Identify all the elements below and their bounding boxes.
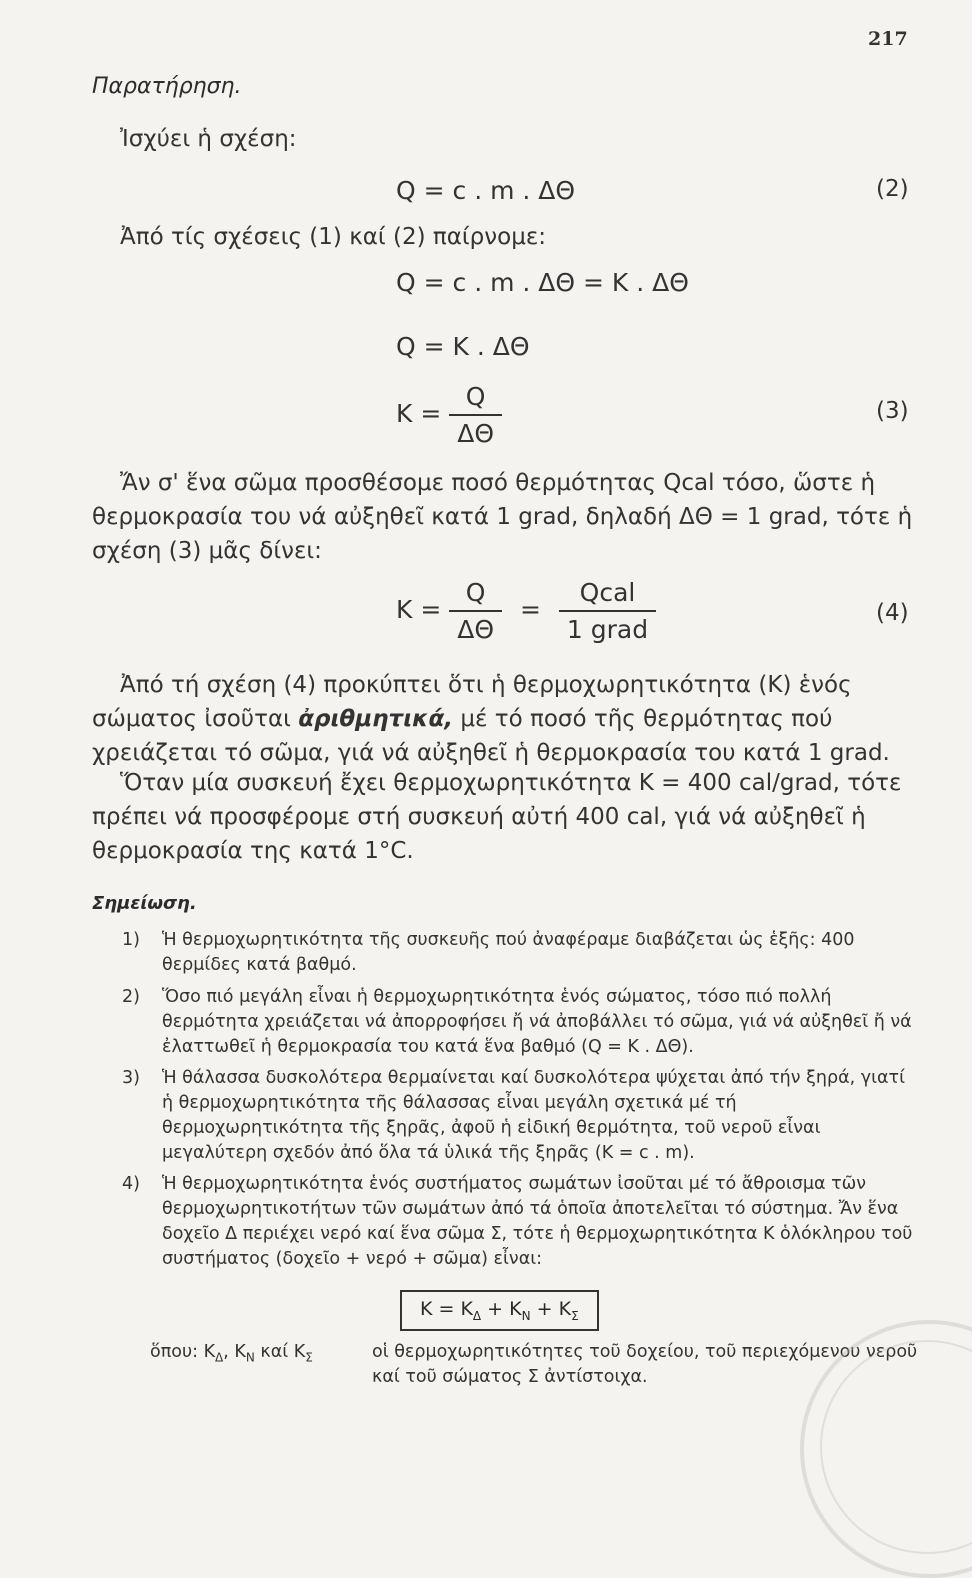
- equation-4-number: (4): [876, 600, 909, 626]
- equation-2: Q = c . m . ΔΘ: [396, 176, 576, 205]
- boxed-eq-plus-1: + K: [481, 1298, 522, 1320]
- where-line: [150, 1340, 313, 1371]
- note-1-text: Ἡ θερμοχωρητικότητα τῆς συσκευῆς πού ἀναφέραμε διαβάζεται ὡς ἑξῆς: 400 θερμίδες κατά βαθμό.: [162, 930, 855, 975]
- equation-4-fraction-1: [449, 578, 502, 644]
- notes-heading: Σημείωση.: [92, 893, 197, 914]
- equation-4-numerator-2: Qcal: [579, 578, 636, 607]
- equation-3-denominator: ΔΘ: [449, 414, 502, 448]
- system-heat-capacity-box: [400, 1290, 599, 1331]
- equation-4-numerator-1: Q: [465, 578, 486, 607]
- note-4-number: 4): [122, 1174, 140, 1194]
- equation-4-lhs: K =: [396, 595, 442, 624]
- note-1: [122, 928, 918, 978]
- where-description: οἱ θερμοχωρητικότητες τοῦ δοχείου, τοῦ περιεχόμενου νεροῦ καί τοῦ σώματος Σ ἀντίστοιχα.: [372, 1342, 918, 1387]
- equation-2-number: (2): [876, 176, 909, 202]
- where-sub-sigma: Σ: [305, 1350, 313, 1365]
- note-2-text: Ὅσο πιό μεγάλη εἶναι ἡ θερμοχωρητικότητα ἑνός σώματος, τόσο πιό πολλή θερμότητα χρειάζεται νά ἀπορροφήσει ἤ νά ἀποβάλλει τό σῶμα, γιά νά αὐξηθεῖ ἤ νά ἐλαττωθεῖ ἡ θερμοκρασία του κατά ἕνα βαθμό (Q = K . ΔΘ).: [162, 987, 912, 1057]
- boxed-eq-plus-2: + K: [530, 1298, 572, 1320]
- equation-b: Q = K . ΔΘ: [396, 332, 530, 361]
- note-2-number: 2): [122, 987, 140, 1007]
- boxed-eq-sub-n: N: [521, 1308, 531, 1323]
- equation-4-denominator-2: 1 grad: [559, 610, 656, 644]
- derivation-text: Ἀπό τίς σχέσεις (1) καί (2) παίρνομε:: [120, 224, 547, 250]
- equation-3-fraction: [449, 382, 502, 448]
- note-2: [122, 985, 918, 1060]
- note-3: [122, 1066, 918, 1166]
- equation-3-number: (3): [876, 398, 909, 424]
- equation-4: [396, 578, 656, 644]
- equation-4-fraction-2: [559, 578, 656, 644]
- where-k3: καί K: [254, 1342, 306, 1362]
- intro-text: Ἰσχύει ἡ σχέση:: [120, 126, 297, 152]
- note-3-number: 3): [122, 1068, 140, 1088]
- equation-3-lhs: K =: [396, 399, 442, 428]
- where-k2: , K: [223, 1342, 246, 1362]
- equation-3: [396, 382, 502, 448]
- where-label: ὅπου:: [150, 1342, 198, 1362]
- equation-4-equals: =: [519, 595, 541, 624]
- page-number: 217: [868, 28, 908, 50]
- note-1-number: 1): [122, 930, 140, 950]
- paragraph-3: Ὅταν μία συσκευή ἔχει θερμοχωρητικότητα K = 400 cal/grad, τότε πρέπει νά προσφέρομε στή συσκευή αὐτή 400 cal, γιά νά αὐξηθεῖ ἡ θερμοκρασία της κατά 1°C.: [92, 770, 902, 864]
- where-k1: K: [203, 1342, 216, 1362]
- boxed-eq-sub-sigma: Σ: [571, 1308, 579, 1323]
- boxed-eq-k: K = K: [420, 1298, 473, 1320]
- where-sub-n: N: [245, 1350, 255, 1365]
- paragraph-2-emphasis: ἀριθμητικά,: [298, 706, 454, 732]
- equation-3-numerator: Q: [465, 382, 486, 411]
- note-4: [122, 1172, 918, 1272]
- equation-4-denominator-1: ΔΘ: [449, 610, 502, 644]
- paragraph-2-start: Ἀπό τή σχέση (4) προκύπτει ὅτι ἡ θερμοχωρητικότητα (K) ἑνός σώματος ἰσοῦται: [92, 672, 852, 732]
- boxed-eq-sub-delta: Δ: [472, 1308, 482, 1323]
- where-sub-delta: Δ: [215, 1350, 224, 1365]
- section-heading: Παρατήρηση.: [92, 74, 242, 99]
- equation-a: Q = c . m . ΔΘ = K . ΔΘ: [396, 268, 689, 297]
- note-3-text: Ἡ θάλασσα δυσκολότερα θερμαίνεται καί δυσκολότερα ψύχεται ἀπό τήν ξηρά, γιατί ἡ θερμοχωρητικότητα τῆς θάλασσας εἶναι μεγάλη σχετικά μέ τή θερμοχωρητικότητα τῆς ξηρᾶς, ἀφοῦ ἡ εἰδική θερμότητα, τοῦ νεροῦ εἶναι μεγαλύτερη σχεδόν ἀπό ὅλα τά ὑλικά τῆς ξηρᾶς (K = c . m).: [162, 1068, 905, 1163]
- note-4-text: Ἡ θερμοχωρητικότητα ἑνός συστήματος σωμάτων ἰσοῦται μέ τό ἄθροισμα τῶν θερμοχωρητικοτήτων τῶν σωμάτων ἀπό τά ὁποῖα ἀποτελεῖται τό σύστημα. Ἄν ἕνα δοχεῖο Δ περιέχει νερό καί ἕνα σῶμα Σ, τότε ἡ θερμοχωρητικότητα K ὁλόκληρου τοῦ συστήματος (δοχεῖο + νερό + σῶμα) εἶναι:: [162, 1174, 913, 1269]
- paragraph-2-end: μέ τό ποσό τῆς θερμότητας πού χρειάζεται τό σῶμα, γιά νά αὐξηθεῖ ἡ θερμοκρασία του κατά 1 grad.: [92, 706, 890, 766]
- paragraph-1: Ἄν σ' ἕνα σῶμα προσθέσομε ποσό θερμότητας Qcal τόσο, ὥστε ἡ θερμοκρασία του νά αὐξηθεῖ κατά 1 grad, δηλαδή ΔΘ = 1 grad, τότε ἡ σχέση (3) μᾶς δίνει:: [92, 470, 913, 564]
- paragraph-2: [92, 668, 920, 770]
